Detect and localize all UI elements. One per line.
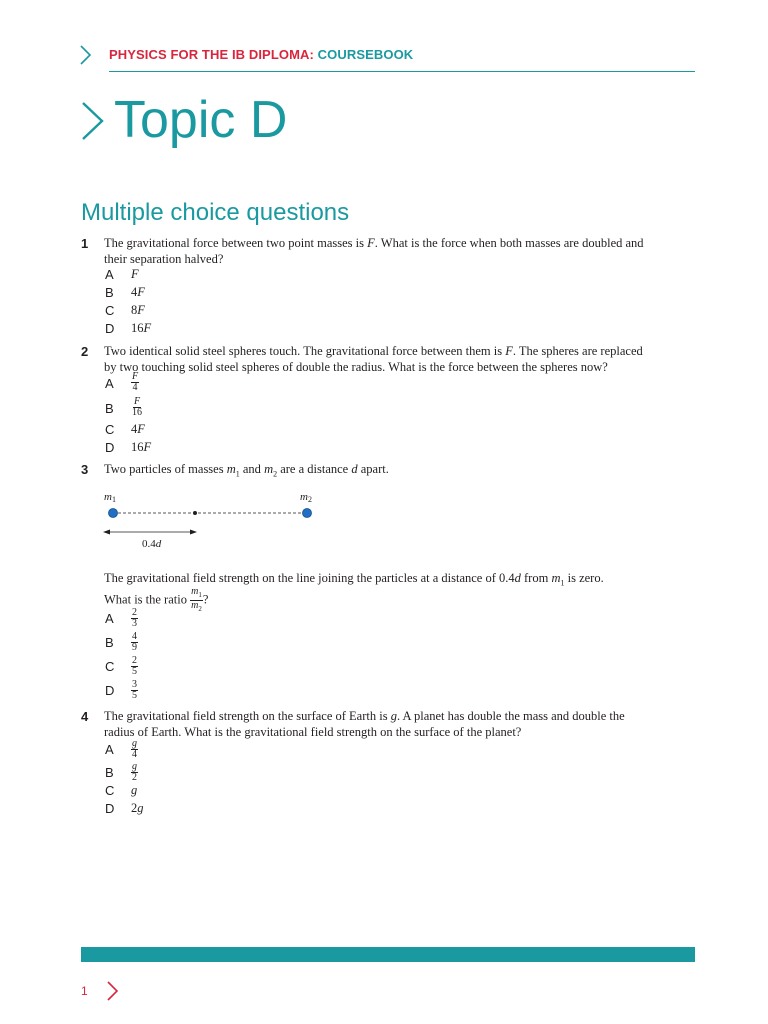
option-letter: A xyxy=(105,742,114,757)
option-text: $\frac{3}{5}$ xyxy=(132,679,137,701)
option-text: $\frac{g}{2}$ xyxy=(132,761,137,783)
option-text: 2g xyxy=(131,801,144,815)
footer-bar xyxy=(81,947,695,962)
question-number: 4 xyxy=(81,709,89,724)
option-letter: A xyxy=(105,611,114,626)
header-rule xyxy=(109,71,695,72)
label-m2: m2 xyxy=(300,491,312,504)
mass-point-1 xyxy=(109,509,118,518)
question-number: 1 xyxy=(81,236,89,251)
chevron-right-icon xyxy=(80,100,106,142)
option-text: 16F xyxy=(131,321,152,335)
option-text: $\frac{4}{9}$ xyxy=(132,631,137,653)
option-text: $\frac{F}{4}$ xyxy=(132,371,139,393)
option-text: $\frac{2}{3}$ xyxy=(132,607,137,629)
option-text: g xyxy=(131,783,138,797)
option-letter: A xyxy=(105,376,114,391)
chevron-right-icon xyxy=(106,980,120,1002)
chevron-right-icon xyxy=(79,44,93,66)
option-letter: C xyxy=(105,422,115,437)
option-letter: D xyxy=(105,440,115,455)
header-book-title: PHYSICS FOR THE IB DIPLOMA: xyxy=(109,47,314,62)
page-title: Topic D xyxy=(114,91,288,149)
page-number: 1 xyxy=(81,984,88,998)
option-letter: B xyxy=(105,765,114,780)
distance-label: 0.4d xyxy=(142,538,162,550)
question-statement: The gravitational field strength on the line joining the particles at a distance of 0.4d from $m_1$ is zero. xyxy=(104,571,604,588)
question-prompt: What is the ratio $\frac{m_1}{m_2}$ ? xyxy=(104,586,209,613)
option-letter: A xyxy=(105,267,114,282)
mass-point-2 xyxy=(303,509,312,518)
option-letter: B xyxy=(105,285,114,300)
option-text: 4F xyxy=(131,285,145,299)
option-text: 4F xyxy=(131,422,145,436)
question-text: Two particles of masses $m_1$ and $m_2$ are a distance d apart. xyxy=(104,462,389,479)
option-text: F xyxy=(131,267,139,281)
null-point xyxy=(193,511,197,515)
running-header xyxy=(109,47,413,62)
option-text: $\frac{g}{4}$ xyxy=(132,738,137,760)
arrow-head-right xyxy=(190,530,197,535)
option-letter: B xyxy=(105,401,114,416)
arrow-head-left xyxy=(103,530,110,535)
option-text: 8F xyxy=(131,303,145,317)
option-text: 16F xyxy=(131,440,152,454)
question-number: 3 xyxy=(81,462,89,477)
question-text: The gravitational force between two point masses is F. What is the force when both masses are doubled and their separation halved? xyxy=(104,236,644,266)
option-letter: C xyxy=(105,659,115,674)
section-title: Multiple choice questions xyxy=(81,199,350,226)
option-letter: C xyxy=(105,783,115,798)
option-text: $\frac{2}{5}$ xyxy=(132,655,137,677)
header-book-type: COURSEBOOK xyxy=(317,47,414,62)
question-text: Two identical solid steel spheres touch. The gravitational force between them is F. The spheres are replaced by two touching solid steel spheres of double the radius. What is the force between the spheres now? xyxy=(104,344,643,374)
question-text: The gravitational field strength on the surface of Earth is g. A planet has double the mass and double the radius of Earth. What is the gravitational field strength on the surface of the planet? xyxy=(104,709,625,739)
label-m1: m1 xyxy=(104,491,116,504)
question-number: 2 xyxy=(81,344,89,359)
option-letter: D xyxy=(105,801,115,816)
option-letter: D xyxy=(105,321,115,336)
masses-diagram xyxy=(100,486,330,552)
option-letter: C xyxy=(105,303,115,318)
option-text: $\frac{F}{16}$ xyxy=(132,396,142,418)
option-letter: B xyxy=(105,635,114,650)
option-letter: D xyxy=(105,683,115,698)
